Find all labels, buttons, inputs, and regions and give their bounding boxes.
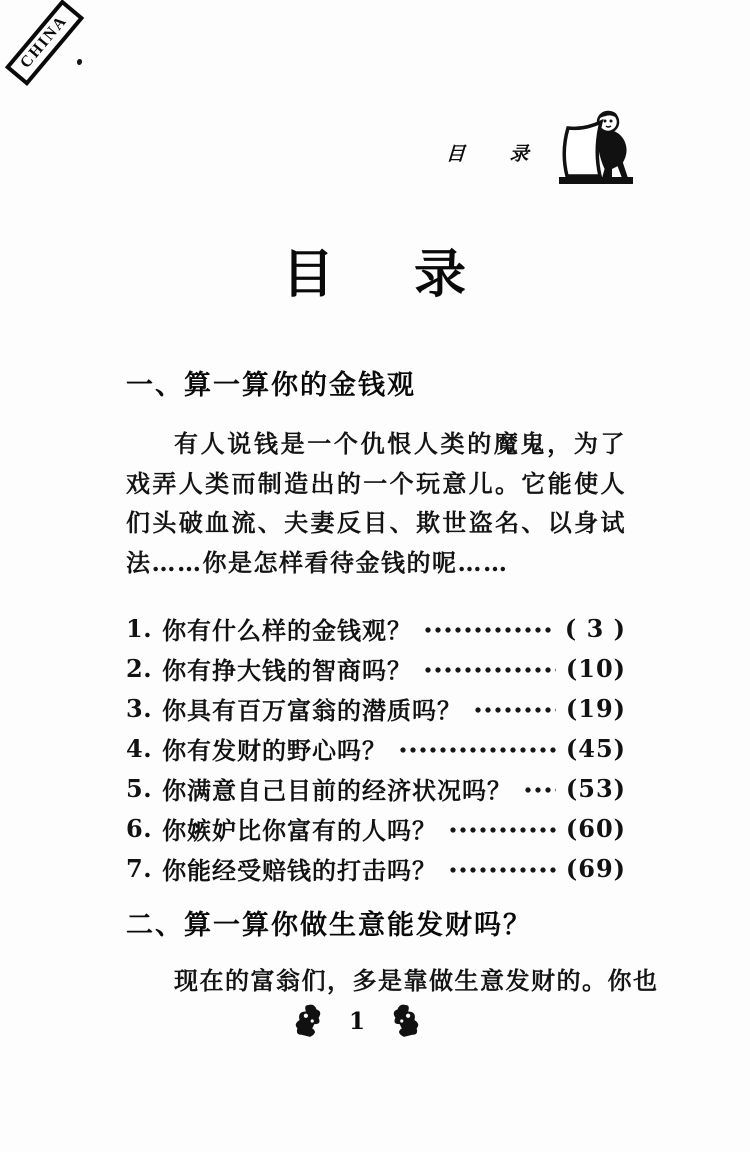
toc-item-number: 7.: [126, 853, 153, 883]
toc-item-page: (53): [565, 773, 626, 803]
section-2-heading: 二、算一算你做生意能发财吗？: [126, 910, 532, 940]
dot-leader: [424, 664, 556, 676]
toc-row: [126, 688, 626, 728]
toc-item-number: 3.: [126, 693, 153, 723]
dot-leader: [474, 704, 556, 716]
page-title: 目 录: [281, 244, 469, 305]
section-1-heading: 一、算一算你的金钱观: [126, 370, 416, 400]
dot-leader: [399, 744, 556, 756]
section-1-intro: 有人说钱是一个仇恨人类的魔鬼，为了戏弄人类而制造出的一个玩意儿。它能使人们头破血流、夫妻反目、欺世盗名、以身试法……你是怎样看待金钱的呢……: [126, 429, 626, 577]
toc-row: [126, 648, 626, 688]
toc-item-page: ( 3 ): [564, 613, 626, 643]
dot-leader: [449, 864, 556, 876]
toc-item-page: (60): [565, 813, 626, 843]
dot-leader: [449, 824, 556, 836]
toc-item-number: 4.: [126, 733, 153, 763]
toc-row: [126, 608, 626, 648]
toc-item-label: 你具有百万富翁的潜质吗？: [162, 695, 463, 725]
page-footer: [0, 1003, 714, 1039]
toc-item-label: 你有挣大钱的智商吗？: [162, 655, 413, 685]
toc-row: [126, 728, 626, 768]
toc-row: [126, 848, 626, 888]
footer-ornament-right-icon: [391, 1003, 421, 1039]
toc-item-page: (10): [565, 653, 626, 683]
toc-item-label: 你嫉妒比你富有的人吗？: [162, 815, 438, 845]
toc-item-page: (19): [565, 693, 626, 723]
toc-item-number: 1.: [126, 613, 153, 643]
footer-ornament-left-icon: [293, 1003, 323, 1039]
toc-item-label: 你满意自己目前的经济状况吗？: [162, 775, 513, 805]
toc-item-page: (45): [565, 733, 626, 763]
toc-item-label: 你有什么样的金钱观？: [162, 615, 413, 645]
toc-row: [126, 768, 626, 808]
toc-item-number: 5.: [126, 773, 153, 803]
dot-leader: [424, 624, 555, 636]
toc-item-label: 你有发财的野心吗？: [162, 735, 388, 765]
toc-item-label: 你能经受赔钱的打击吗？: [162, 855, 438, 885]
china-stamp: CHINA: [5, 0, 85, 86]
running-header: 目 录: [444, 143, 535, 165]
toc-item-number: 6.: [126, 813, 153, 843]
toc-item-number: 2.: [126, 653, 153, 683]
section-2-intro: 现在的富翁们，多是靠做生意发财的。你也: [174, 966, 659, 995]
ink-speck: [77, 59, 82, 65]
folio-page-number: 1: [348, 1007, 365, 1035]
child-with-scroll-illustration-icon: [556, 108, 638, 188]
toc-row: [126, 808, 626, 848]
toc-list: [126, 608, 626, 888]
toc-item-page: (69): [565, 853, 626, 883]
dot-leader: [524, 784, 556, 796]
